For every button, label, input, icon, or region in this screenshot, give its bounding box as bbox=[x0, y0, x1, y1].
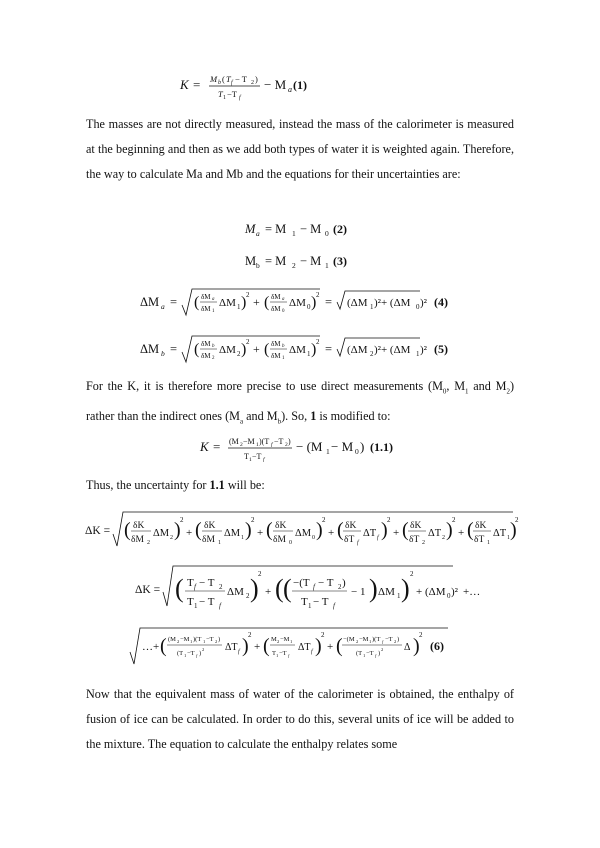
svg-text:0: 0 bbox=[289, 540, 292, 546]
svg-text:ΔM: ΔM bbox=[224, 528, 241, 539]
svg-text:T: T bbox=[272, 650, 276, 657]
svg-text:ΔM: ΔM bbox=[295, 528, 312, 539]
svg-text:): ) bbox=[241, 294, 247, 311]
svg-text:+: + bbox=[254, 641, 261, 653]
svg-text:0: 0 bbox=[355, 447, 359, 456]
equation-2-label: (2) bbox=[333, 222, 347, 236]
svg-text:T: T bbox=[187, 577, 194, 589]
svg-text:b: b bbox=[212, 344, 215, 349]
svg-text:= M: = M bbox=[265, 254, 287, 268]
svg-text:δM: δM bbox=[271, 340, 281, 348]
svg-text:(ΔM: (ΔM bbox=[347, 344, 368, 356]
svg-text:− T: − T bbox=[199, 577, 215, 589]
svg-text:)(T: )(T bbox=[372, 636, 381, 643]
svg-text:(: ( bbox=[175, 574, 184, 603]
svg-text:K: K bbox=[200, 439, 209, 454]
svg-text:−M: −M bbox=[180, 636, 190, 643]
svg-text:0: 0 bbox=[416, 303, 420, 311]
svg-text:δM: δM bbox=[271, 305, 281, 313]
svg-text:2: 2 bbox=[248, 631, 252, 639]
svg-text:): ) bbox=[446, 519, 453, 541]
svg-text:f: f bbox=[357, 540, 359, 546]
svg-text:a: a bbox=[288, 85, 292, 94]
equation-5 bbox=[0, 332, 600, 368]
svg-text:δK: δK bbox=[204, 521, 216, 531]
svg-text:(: ( bbox=[402, 519, 409, 541]
equation-3-label: (3) bbox=[333, 254, 347, 268]
svg-text:ΔM: ΔM bbox=[289, 344, 306, 356]
svg-text:− M: − M bbox=[300, 254, 322, 268]
svg-text:(T: (T bbox=[356, 650, 363, 657]
svg-text:1: 1 bbox=[223, 95, 226, 101]
svg-text:− T: − T bbox=[235, 74, 247, 84]
svg-text:2: 2 bbox=[422, 540, 425, 546]
svg-text:f: f bbox=[375, 653, 377, 658]
svg-text:)²+ (ΔM: )²+ (ΔM bbox=[374, 297, 411, 309]
svg-text:δM: δM bbox=[202, 535, 215, 545]
svg-text:2: 2 bbox=[246, 291, 250, 299]
svg-text:ΔM: ΔM bbox=[227, 586, 244, 598]
svg-text:−T: −T bbox=[385, 636, 393, 643]
svg-text:+: + bbox=[253, 295, 260, 309]
svg-text:2: 2 bbox=[240, 442, 243, 448]
svg-text:2: 2 bbox=[237, 350, 241, 358]
svg-text:1: 1 bbox=[369, 639, 372, 644]
svg-text:δK: δK bbox=[133, 521, 145, 531]
svg-text:=: = bbox=[213, 439, 221, 454]
svg-text:2: 2 bbox=[322, 516, 326, 524]
svg-text:f: f bbox=[231, 80, 233, 86]
svg-text:2: 2 bbox=[394, 639, 397, 644]
svg-text:−T: −T bbox=[274, 437, 284, 446]
svg-text:+: + bbox=[186, 527, 193, 539]
svg-text:): ) bbox=[199, 650, 202, 657]
svg-text:): ) bbox=[241, 341, 247, 358]
svg-text:): ) bbox=[311, 294, 317, 311]
svg-text:(: ( bbox=[283, 574, 292, 603]
svg-text:1: 1 bbox=[249, 457, 252, 463]
svg-text:): ) bbox=[360, 439, 365, 454]
svg-text:1: 1 bbox=[397, 592, 401, 600]
svg-text:δK: δK bbox=[475, 521, 487, 531]
svg-text:2: 2 bbox=[452, 516, 456, 524]
svg-text:f: f bbox=[263, 457, 265, 463]
svg-text:ΔM: ΔM bbox=[140, 342, 160, 356]
svg-text:(: ( bbox=[195, 519, 202, 541]
paragraph-2: For the K, it is therefore more precise to use direct measurements ($M_0$, $M_1$ and $M_2$) rather than the indirect ones ($M_a$ and $M_b$). So, 1 is modified to: bbox=[86, 379, 514, 426]
svg-text:2: 2 bbox=[147, 540, 150, 546]
svg-text:): ) bbox=[413, 635, 420, 657]
svg-text:1: 1 bbox=[194, 602, 198, 610]
paragraph-3: Thus, the uncertainty for 1.1 will be: bbox=[86, 478, 265, 492]
svg-text:2: 2 bbox=[387, 516, 391, 524]
svg-text:+: + bbox=[257, 527, 264, 539]
svg-text:1: 1 bbox=[203, 639, 206, 644]
equation-4-label: (4) bbox=[434, 295, 448, 309]
svg-text:2: 2 bbox=[370, 350, 374, 358]
svg-text:): ) bbox=[510, 519, 517, 541]
svg-text:b: b bbox=[282, 344, 285, 349]
svg-text:2: 2 bbox=[170, 535, 173, 541]
paragraph-1: The masses are not directly measured, instead the mass of the calorimeter is measured at the beginning and then as we add both types of water it is weighted again. Therefore, the way to calculate Ma and Mb and the equations for their uncertainties are: bbox=[86, 117, 514, 181]
svg-text:(T: (T bbox=[177, 650, 184, 657]
svg-text:ΔT: ΔT bbox=[493, 528, 507, 539]
svg-text:ΔT: ΔT bbox=[225, 642, 238, 653]
svg-text:1: 1 bbox=[370, 303, 374, 311]
svg-text:f: f bbox=[239, 95, 241, 101]
svg-text:)(T: )(T bbox=[193, 636, 202, 643]
svg-text:δM: δM bbox=[273, 535, 286, 545]
svg-text:): ) bbox=[378, 650, 381, 657]
svg-text:δM: δM bbox=[201, 305, 211, 313]
svg-text:(: ( bbox=[264, 341, 270, 358]
svg-text:2: 2 bbox=[321, 631, 325, 639]
svg-text:1: 1 bbox=[307, 350, 311, 358]
svg-text:(: ( bbox=[160, 635, 167, 657]
svg-text:− M: − M bbox=[331, 439, 354, 454]
svg-text:): ) bbox=[245, 519, 252, 541]
svg-text:δM: δM bbox=[271, 352, 281, 360]
svg-text:δM: δM bbox=[201, 293, 211, 301]
svg-text:−M: −M bbox=[280, 636, 290, 643]
svg-text:T: T bbox=[226, 74, 231, 84]
svg-text:−T: −T bbox=[252, 452, 262, 461]
svg-text:2: 2 bbox=[515, 516, 519, 524]
svg-text:0: 0 bbox=[312, 535, 315, 541]
svg-text:): ) bbox=[401, 574, 410, 603]
equation-2 bbox=[0, 219, 600, 239]
svg-text:=: = bbox=[193, 77, 201, 92]
svg-text:ΔT: ΔT bbox=[428, 528, 442, 539]
svg-text:ΔM: ΔM bbox=[153, 528, 170, 539]
svg-text:1: 1 bbox=[241, 535, 244, 541]
svg-text:−M: −M bbox=[359, 636, 369, 643]
equation-6-label: (6) bbox=[430, 639, 444, 653]
svg-text:(: ( bbox=[263, 635, 270, 657]
svg-text:f: f bbox=[238, 649, 240, 655]
svg-text:2: 2 bbox=[316, 291, 320, 299]
svg-text:−T: −T bbox=[279, 650, 287, 657]
svg-text:− 1: − 1 bbox=[351, 586, 366, 598]
svg-text:a: a bbox=[161, 302, 165, 311]
svg-text:b: b bbox=[256, 261, 260, 270]
equation-4 bbox=[0, 285, 600, 321]
svg-text:0: 0 bbox=[282, 309, 285, 314]
svg-text:)²: )² bbox=[451, 586, 458, 598]
svg-text:ΔM: ΔM bbox=[219, 344, 236, 356]
svg-text:0: 0 bbox=[325, 229, 329, 238]
svg-text:2: 2 bbox=[442, 535, 445, 541]
svg-text:δK: δK bbox=[275, 521, 287, 531]
svg-text:)²: )² bbox=[420, 297, 427, 309]
svg-text:): ) bbox=[381, 519, 388, 541]
svg-text:−T: −T bbox=[227, 89, 237, 99]
svg-text:)(T: )(T bbox=[259, 437, 270, 446]
svg-text:2: 2 bbox=[410, 570, 414, 578]
svg-text:2: 2 bbox=[212, 356, 215, 361]
svg-text:(: ( bbox=[222, 74, 225, 84]
svg-text:δT: δT bbox=[344, 535, 355, 545]
svg-text:): ) bbox=[174, 519, 181, 541]
svg-text:2: 2 bbox=[251, 80, 254, 86]
svg-text:T: T bbox=[301, 596, 308, 608]
svg-text:f: f bbox=[333, 602, 335, 610]
svg-text:1: 1 bbox=[292, 229, 296, 238]
svg-text:(: ( bbox=[275, 574, 284, 603]
svg-text:b: b bbox=[218, 80, 221, 86]
svg-text:2: 2 bbox=[258, 570, 262, 578]
svg-text:−T: −T bbox=[366, 650, 374, 657]
equation-6-trailing-ellipsis: +… bbox=[463, 586, 481, 598]
svg-text:− T: − T bbox=[318, 577, 334, 589]
svg-text:ΔT: ΔT bbox=[298, 642, 311, 653]
svg-text:+: + bbox=[265, 586, 272, 598]
svg-text:1: 1 bbox=[282, 356, 285, 361]
svg-text:f: f bbox=[313, 583, 315, 591]
svg-text:(ΔM: (ΔM bbox=[347, 297, 368, 309]
svg-text:(: ( bbox=[337, 519, 344, 541]
svg-text:2: 2 bbox=[202, 647, 205, 652]
svg-text:a: a bbox=[282, 297, 285, 302]
svg-text:a: a bbox=[212, 297, 215, 302]
svg-text:1: 1 bbox=[237, 303, 241, 311]
equation-1-1 bbox=[0, 432, 600, 466]
svg-text:− M: − M bbox=[264, 77, 287, 92]
svg-text:T: T bbox=[187, 596, 194, 608]
svg-text:+: + bbox=[328, 527, 335, 539]
svg-text:2: 2 bbox=[215, 639, 218, 644]
svg-text:2: 2 bbox=[219, 583, 223, 591]
svg-text:=: = bbox=[170, 342, 178, 356]
svg-text:f: f bbox=[382, 639, 384, 644]
svg-text:2: 2 bbox=[251, 516, 255, 524]
svg-text:f: f bbox=[377, 535, 379, 541]
svg-text:(: ( bbox=[266, 519, 273, 541]
svg-text:=: = bbox=[170, 295, 178, 309]
svg-text:f: f bbox=[194, 583, 196, 591]
svg-text:2: 2 bbox=[356, 639, 359, 644]
svg-text:1: 1 bbox=[256, 442, 259, 448]
svg-text:ΔT: ΔT bbox=[363, 528, 377, 539]
equation-6-line-2 bbox=[0, 562, 600, 620]
svg-text:f: f bbox=[311, 649, 313, 655]
svg-text:2: 2 bbox=[180, 516, 184, 524]
svg-text:M: M bbox=[245, 222, 256, 236]
svg-text:−M: −M bbox=[243, 437, 255, 446]
svg-text:+: + bbox=[253, 342, 260, 356]
svg-text:2: 2 bbox=[277, 639, 280, 644]
equation-1-label: (1) bbox=[293, 78, 307, 92]
svg-text:δM: δM bbox=[201, 340, 211, 348]
svg-text:1: 1 bbox=[290, 639, 293, 644]
svg-text:=: = bbox=[325, 295, 333, 309]
svg-text:1: 1 bbox=[363, 653, 366, 658]
svg-text:= M: = M bbox=[265, 222, 287, 236]
equation-5-label: (5) bbox=[434, 342, 448, 356]
svg-text:Δ: Δ bbox=[404, 642, 411, 653]
svg-text:1: 1 bbox=[190, 639, 193, 644]
svg-text:M: M bbox=[245, 254, 257, 268]
svg-text:− (M: − (M bbox=[296, 439, 323, 454]
svg-text:=: = bbox=[325, 342, 333, 356]
svg-text:−T: −T bbox=[206, 636, 214, 643]
svg-text:(M: (M bbox=[168, 636, 176, 643]
svg-text:δM: δM bbox=[271, 293, 281, 301]
svg-text:(: ( bbox=[194, 294, 200, 311]
svg-text:1: 1 bbox=[326, 447, 330, 456]
svg-text:2: 2 bbox=[419, 631, 423, 639]
svg-text:2: 2 bbox=[316, 338, 320, 346]
svg-text:2: 2 bbox=[285, 442, 288, 448]
svg-text:f: f bbox=[271, 442, 273, 448]
svg-text:0: 0 bbox=[447, 592, 451, 600]
svg-text:+: + bbox=[327, 641, 334, 653]
svg-text:T: T bbox=[218, 89, 223, 99]
svg-text:)²+ (ΔM: )²+ (ΔM bbox=[374, 344, 411, 356]
svg-text:f: f bbox=[288, 653, 290, 658]
svg-text:2: 2 bbox=[246, 592, 250, 600]
svg-text:ΔK =: ΔK = bbox=[135, 584, 161, 596]
svg-text:1: 1 bbox=[276, 653, 279, 658]
svg-text:+ (ΔM: + (ΔM bbox=[416, 586, 446, 598]
svg-text:− T: − T bbox=[313, 596, 329, 608]
svg-text:)²: )² bbox=[420, 344, 427, 356]
svg-text:(: ( bbox=[467, 519, 474, 541]
svg-text:f: f bbox=[196, 653, 198, 658]
svg-text:−(T: −(T bbox=[293, 577, 310, 589]
svg-text:2: 2 bbox=[246, 338, 250, 346]
svg-text:δK: δK bbox=[345, 521, 357, 531]
svg-text:): ) bbox=[255, 74, 258, 84]
svg-text:1: 1 bbox=[308, 602, 312, 610]
svg-text:): ) bbox=[288, 437, 291, 446]
svg-text:): ) bbox=[342, 577, 346, 589]
svg-text:1: 1 bbox=[487, 540, 490, 546]
equation-6-leading-ellipsis: …+ bbox=[142, 641, 160, 653]
svg-text:1: 1 bbox=[507, 535, 510, 541]
svg-text:− M: − M bbox=[300, 222, 322, 236]
svg-text:): ) bbox=[315, 635, 322, 657]
svg-text:): ) bbox=[316, 519, 323, 541]
svg-text:2: 2 bbox=[381, 647, 384, 652]
svg-text:ΔM: ΔM bbox=[378, 586, 395, 598]
svg-text:+: + bbox=[393, 527, 400, 539]
svg-text:M: M bbox=[210, 74, 218, 84]
svg-text:): ) bbox=[311, 341, 317, 358]
svg-text:): ) bbox=[218, 636, 221, 643]
svg-text:2: 2 bbox=[292, 261, 296, 270]
equation-6-line-3 bbox=[0, 624, 600, 670]
svg-text:K: K bbox=[180, 77, 189, 92]
svg-text:2: 2 bbox=[338, 583, 342, 591]
svg-text:(: ( bbox=[194, 341, 200, 358]
svg-text:−T: −T bbox=[187, 650, 195, 657]
svg-text:ΔM: ΔM bbox=[289, 297, 306, 309]
svg-text:1: 1 bbox=[416, 350, 420, 358]
equation-6-line-1 bbox=[0, 508, 600, 552]
svg-text:− T: − T bbox=[199, 596, 215, 608]
svg-text:T: T bbox=[244, 452, 249, 461]
svg-text:): ) bbox=[369, 574, 378, 603]
paragraph-4: Now that the equivalent mass of water of the calorimeter is obtained, the enthalpy of fusion of ice can be calculated. In order to do this, several units of ice will be added to the mixture. The equation to calculate the enthalpy relates some bbox=[86, 687, 514, 751]
svg-text:b: b bbox=[161, 349, 165, 358]
svg-text:ΔM: ΔM bbox=[140, 295, 160, 309]
svg-text:−(M: −(M bbox=[343, 636, 355, 643]
svg-text:δT: δT bbox=[474, 535, 485, 545]
svg-text:): ) bbox=[250, 574, 259, 603]
svg-text:δM: δM bbox=[201, 352, 211, 360]
svg-text:): ) bbox=[242, 635, 249, 657]
svg-text:ΔK =: ΔK = bbox=[85, 525, 111, 537]
svg-text:1: 1 bbox=[212, 309, 215, 314]
svg-text:δT: δT bbox=[409, 535, 420, 545]
equation-1-1-label: (1.1) bbox=[370, 440, 393, 454]
svg-text:(M: (M bbox=[229, 437, 239, 446]
svg-text:(: ( bbox=[336, 635, 343, 657]
equation-1 bbox=[0, 70, 600, 104]
equation-3 bbox=[0, 251, 600, 271]
svg-text:(: ( bbox=[124, 519, 131, 541]
svg-text:2: 2 bbox=[177, 639, 180, 644]
svg-text:δM: δM bbox=[131, 535, 144, 545]
svg-text:): ) bbox=[397, 636, 400, 643]
svg-text:1: 1 bbox=[218, 540, 221, 546]
svg-text:+: + bbox=[458, 527, 465, 539]
svg-text:f: f bbox=[219, 602, 221, 610]
svg-text:1: 1 bbox=[325, 261, 329, 270]
svg-text:0: 0 bbox=[307, 303, 311, 311]
svg-text:(: ( bbox=[264, 294, 270, 311]
svg-text:M: M bbox=[271, 636, 277, 643]
svg-text:ΔM: ΔM bbox=[219, 297, 236, 309]
svg-text:1: 1 bbox=[184, 653, 187, 658]
svg-text:a: a bbox=[256, 229, 260, 238]
svg-text:δK: δK bbox=[410, 521, 422, 531]
